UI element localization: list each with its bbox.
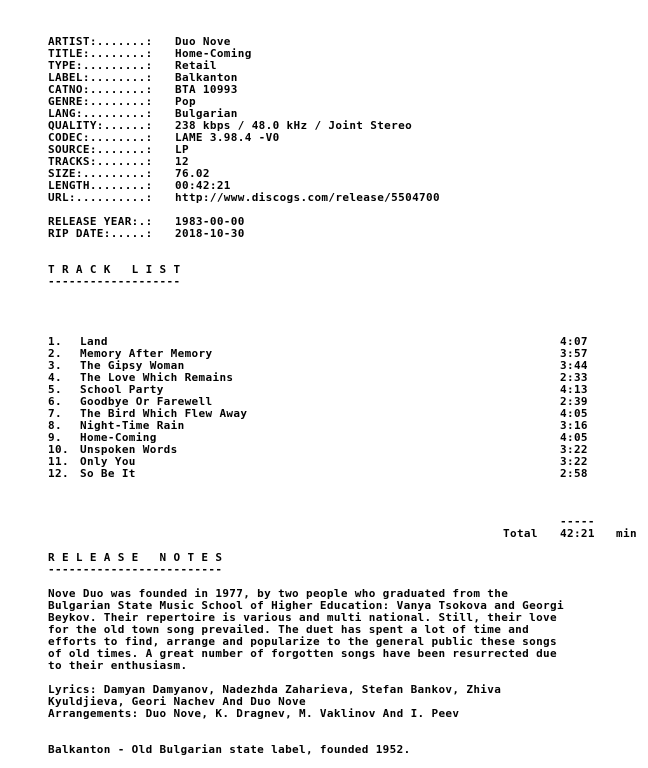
type-value: Retail (175, 59, 217, 72)
track-duration: 2:39 (560, 395, 588, 408)
size-value: 76.02 (175, 167, 210, 180)
release-info (48, 36, 640, 204)
total-unit: min (616, 527, 637, 540)
track-duration: 3:44 (560, 359, 588, 372)
track-title: The Love Which Remains (80, 371, 234, 384)
track-number: 7. (48, 407, 62, 420)
track-number: 1. (48, 335, 62, 348)
spacer (48, 492, 640, 504)
total-divider (48, 516, 640, 528)
total-line (48, 528, 640, 540)
track-duration: 2:58 (560, 467, 588, 480)
notes-paragraph-credits: Lyrics: Damyan Damyanov, Nadezhda Zaharieva, Stefan Bankov, Zhiva Kyuldjieva, Geori Nachev And Duo Nove Arrangements: Duo Nove, K. Dragnev, M. Vaklinov And I. Peev (48, 683, 502, 720)
info-line-release-year: RELEASE YEAR:.: 1983-00-00 (48, 215, 245, 228)
track-number: 8. (48, 419, 62, 432)
track-title: Only You (80, 455, 136, 468)
track-title: The Gipsy Woman (80, 359, 185, 372)
total-dashes: ----- (560, 515, 595, 528)
track-duration: 2:33 (560, 371, 588, 384)
tracks-value: 12 (175, 155, 189, 168)
spacer (48, 312, 640, 324)
track-duration: 4:05 (560, 407, 588, 420)
info-line-lang: LANG:.........: Bulgarian (48, 107, 238, 120)
info-line-artist: ARTIST:.......: Duo Nove (48, 35, 231, 48)
track-title: Land (80, 335, 108, 348)
spacer (48, 480, 640, 492)
label-value: Balkanton (175, 71, 238, 84)
track-number: 6. (48, 395, 62, 408)
catno-value: BTA 10993 (175, 83, 238, 96)
info-line-codec: CODEC:........: LAME 3.98.4 -V0 (48, 131, 280, 144)
info-line-quality: QUALITY:......: 238 kbps / 48.0 kHz / Joint Stereo (48, 119, 413, 132)
url-value[interactable]: http://www.discogs.com/release/5504700 (175, 191, 440, 204)
track-number: 12. (48, 467, 69, 480)
track-list (48, 336, 640, 480)
tracklist-heading: T R A C K L I S T (48, 263, 181, 276)
track-number: 11. (48, 455, 69, 468)
track-row (48, 468, 640, 480)
total-value: 42:21 (560, 527, 595, 540)
total-label: Total (503, 527, 538, 540)
spacer (48, 720, 640, 732)
rip-date-value: 2018-10-30 (175, 227, 245, 240)
lang-value: Bulgarian (175, 107, 238, 120)
track-number: 4. (48, 371, 62, 384)
notes-paragraph-bio: Nove Duo was founded in 1977, by two people who graduated from the Bulgarian State Music School of Higher Education: Vanya Tsokova and Georgi Beykov. Their repertoire is various and multi national. Still, their love for the old town song prevailed. The duet has spent a lot of time and efforts to find, arrange and popularize to the general public these songs of old times. A great number of forgotten songs have been resurrected due to their enthusiasm. (48, 587, 564, 672)
track-title: So Be It (80, 467, 136, 480)
codec-value: LAME 3.98.4 -V0 (175, 131, 280, 144)
track-number: 10. (48, 443, 69, 456)
track-duration: 3:22 (560, 443, 588, 456)
info-line-source: SOURCE:.......: LP (48, 143, 189, 156)
artist-value: Duo Nove (175, 35, 231, 48)
track-duration: 4:07 (560, 335, 588, 348)
spacer (48, 240, 640, 252)
spacer (48, 324, 640, 336)
spacer (48, 288, 640, 300)
track-duration: 4:05 (560, 431, 588, 444)
notes-heading: R E L E A S E N O T E S (48, 551, 223, 564)
track-title: Goodbye Or Farewell (80, 395, 213, 408)
track-number: 9. (48, 431, 62, 444)
track-row (48, 444, 640, 456)
length-value: 00:42:21 (175, 179, 231, 192)
info-line-rip-date: RIP DATE:.....: 2018-10-30 (48, 227, 245, 240)
title-value: Home-Coming (175, 47, 252, 60)
track-row (48, 456, 640, 468)
nfo-document (48, 36, 640, 756)
info-line-url: URL:..........: http://www.discogs.com/release/5504700 (48, 191, 440, 204)
info-line-type: TYPE:.........: Retail (48, 59, 217, 72)
quality-value: 238 kbps / 48.0 kHz / Joint Stereo (175, 119, 413, 132)
track-title: Memory After Memory (80, 347, 213, 360)
track-duration: 3:57 (560, 347, 588, 360)
info-line-genre: GENRE:........: Pop (48, 95, 196, 108)
spacer (48, 504, 640, 516)
track-number: 5. (48, 383, 62, 396)
genre-value: Pop (175, 95, 196, 108)
track-title: Night-Time Rain (80, 419, 185, 432)
track-title: Unspoken Words (80, 443, 178, 456)
track-duration: 4:13 (560, 383, 588, 396)
notes-underline: ------------------------- (48, 563, 223, 576)
info-line-catno: CATNO:........: BTA 10993 (48, 83, 238, 96)
track-number: 2. (48, 347, 62, 360)
info-line-label: LABEL:........: Balkanton (48, 71, 238, 84)
track-title: School Party (80, 383, 164, 396)
spacer (48, 300, 640, 312)
track-number: 3. (48, 359, 62, 372)
source-value: LP (175, 143, 189, 156)
info-line-size: SIZE:.........: 76.02 (48, 167, 210, 180)
info-line-length: LENGTH........: 00:42:21 (48, 179, 231, 192)
info-line-title: TITLE:........: Home-Coming (48, 47, 252, 60)
release-dates (48, 216, 640, 240)
track-duration: 3:16 (560, 419, 588, 432)
info-line-tracks: TRACKS:.......: 12 (48, 155, 189, 168)
release-year-value: 1983-00-00 (175, 215, 245, 228)
track-title: The Bird Which Flew Away (80, 407, 248, 420)
tracklist-underline: ------------------- (48, 275, 181, 288)
track-duration: 3:22 (560, 455, 588, 468)
notes-footer: Balkanton - Old Bulgarian state label, founded 1952. (48, 743, 411, 756)
track-title: Home-Coming (80, 431, 157, 444)
